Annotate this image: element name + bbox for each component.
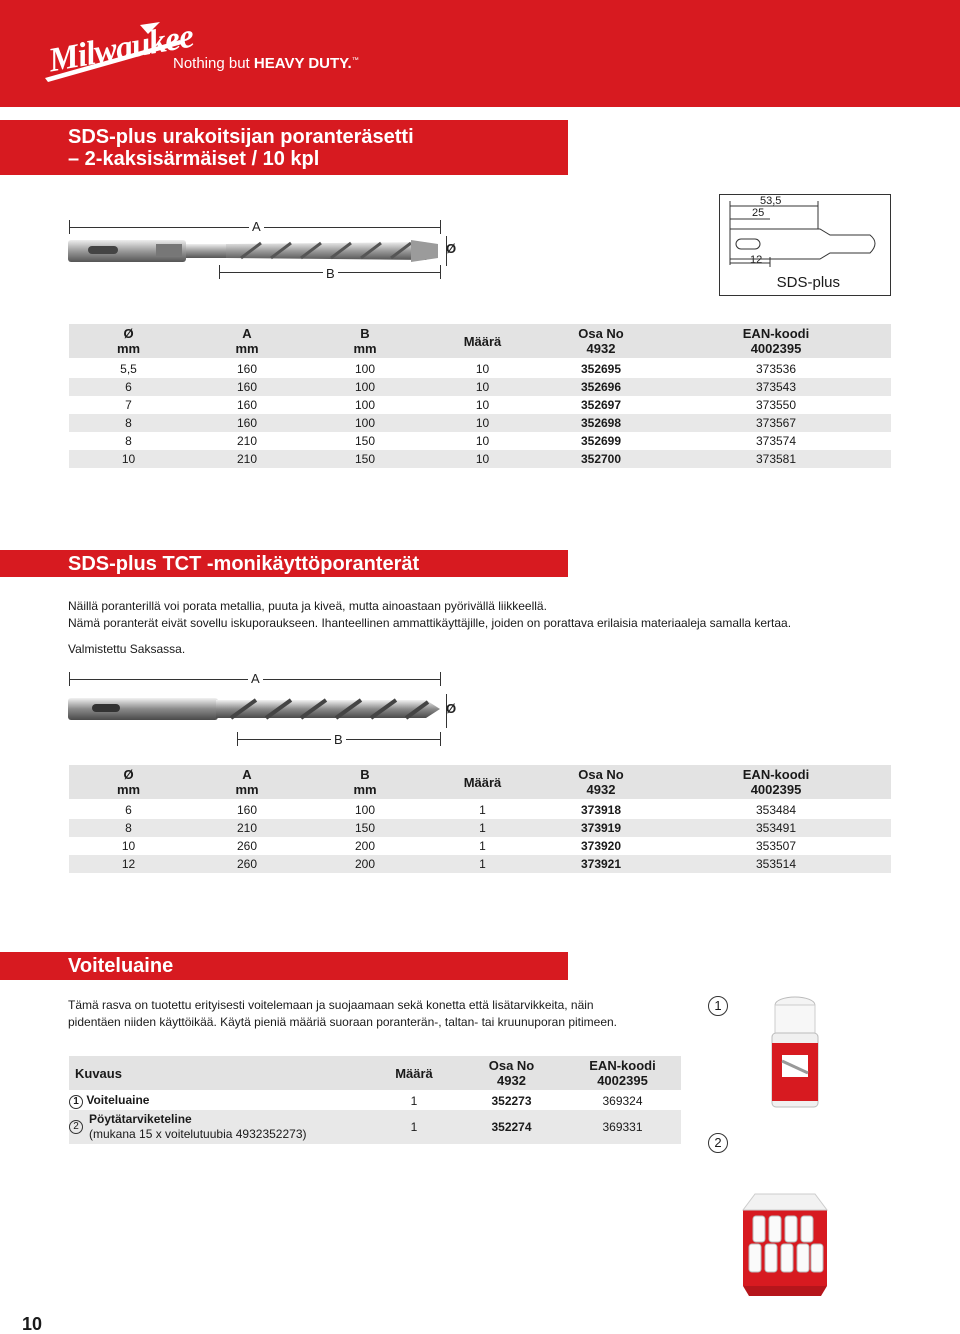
sds-shank-diagram xyxy=(719,194,891,296)
image-number-2: 2 xyxy=(708,1133,728,1153)
dim-tick xyxy=(440,265,441,279)
dim-tick xyxy=(440,732,441,746)
tagline-bold: HEAVY DUTY. xyxy=(253,55,352,72)
table-row: 6 160 100 10 352696 373543 xyxy=(69,378,891,396)
shank-label: SDS-plus xyxy=(776,274,840,291)
table-row: 6 160 100 1 373918 353484 xyxy=(125,803,797,817)
shank-dim-3: 12 xyxy=(750,254,763,266)
image-number-1: 1 xyxy=(708,996,728,1016)
dim-tick xyxy=(69,220,70,234)
dim-label-dia: Ø xyxy=(446,701,457,716)
col-header: EAN-koodi 4002395 xyxy=(661,765,891,799)
table-row: 1 Voiteluaine 1 352273 369324 xyxy=(69,1092,681,1110)
shank-dim-2: 25 xyxy=(752,207,765,219)
col-header: A mm xyxy=(188,324,306,358)
col-header: A mm xyxy=(188,765,306,799)
col-header: EAN-koodi 4002395 xyxy=(564,1056,681,1090)
col-header: B mm xyxy=(306,765,424,799)
dim-tick xyxy=(69,672,70,686)
dim-tick xyxy=(237,732,238,746)
display-stand-image xyxy=(735,1190,835,1300)
page-number: 10 xyxy=(22,1314,43,1334)
col-header: Määrä xyxy=(369,1056,459,1090)
paragraph: Valmistettu Saksassa. xyxy=(68,642,186,656)
section2-description xyxy=(68,598,868,658)
spec-table-3 xyxy=(69,1056,681,1144)
number-badge: 1 xyxy=(69,1095,83,1109)
section1-title-line1: SDS-plus urakoitsijan poranteräsetti xyxy=(68,126,414,148)
table-row: 5,5 160 100 10 352695 373536 xyxy=(120,362,797,376)
tagline: Nothing but HEAVY DUTY.™ xyxy=(173,55,359,72)
table-row: 7 160 100 10 352697 373550 xyxy=(125,398,797,412)
col-header: Määrä xyxy=(424,765,541,799)
dim-label-a: A xyxy=(249,219,264,234)
col-header: Ø mm xyxy=(69,324,188,358)
spec-table-1 xyxy=(69,324,891,468)
dim-label-a: A xyxy=(248,671,263,686)
col-header: Osa No 4932 xyxy=(541,765,661,799)
section-title-2: SDS-plus TCT -monikäyttöporanterät xyxy=(0,550,568,577)
dim-label-b: B xyxy=(331,732,346,747)
table-row: 2 Pöytätarviketeline (mukana 15 x voitelutuubia 4932352273) 1 352274 369331 xyxy=(69,1110,681,1144)
table-header xyxy=(69,324,891,358)
section1-title-line2: – 2-kaksisärmäiset / 10 kpl xyxy=(68,148,320,170)
dim-tick xyxy=(440,220,441,234)
section3-description: Tämä rasva on tuotettu erityisesti voitelemaan ja suojaamaan sekä konetta että lisätarvikkeita, näin pidentäen niiden käyttöikää. Käytä pieniä määriä suoraan poranterän-, taltan- tai kruunuporan pitimeen. xyxy=(68,998,618,1029)
drill-bit-image xyxy=(66,234,448,270)
dim-label-b: B xyxy=(323,266,338,281)
paragraph: Näillä poranterillä voi porata metallia, puuta ja kiveä, mutta ainoastaan pyörivällä liikkeellä. xyxy=(68,599,547,613)
logo-wordmark: Milwaukee xyxy=(45,17,196,80)
table-row: 8 210 150 10 352699 373574 xyxy=(125,434,797,448)
table-row: 10 210 150 10 352700 373581 xyxy=(69,450,891,468)
tagline-prefix: Nothing but xyxy=(173,55,254,72)
col-header: Kuvaus xyxy=(69,1056,369,1090)
number-badge: 2 xyxy=(69,1120,83,1134)
section-title-1 xyxy=(0,120,568,175)
table-row: 8 160 100 10 352698 373567 xyxy=(69,414,891,432)
table-header xyxy=(69,765,891,799)
table-row: 10 260 200 1 373920 353507 xyxy=(121,839,797,853)
tct-drill-bit-image xyxy=(66,692,448,728)
section-title-3: Voiteluaine xyxy=(0,952,568,980)
table-row: 12 260 200 1 373921 353514 xyxy=(69,855,891,873)
grease-tube-image xyxy=(760,995,830,1113)
col-header: Määrä xyxy=(424,324,541,358)
shank-dim-1: 53,5 xyxy=(760,195,782,207)
spec-table-2 xyxy=(69,765,891,873)
table-row: 8 210 150 1 373919 353491 xyxy=(69,819,891,837)
dim-tick xyxy=(219,265,220,279)
col-header: Osa No 4932 xyxy=(459,1056,564,1090)
col-header: B mm xyxy=(306,324,424,358)
dim-tick xyxy=(440,672,441,686)
dim-label-dia: Ø xyxy=(446,241,457,256)
brand-header xyxy=(0,0,960,107)
col-header: Ø mm xyxy=(69,765,188,799)
col-header: EAN-koodi 4002395 xyxy=(661,324,891,358)
table-header xyxy=(69,1056,681,1090)
col-header: Osa No 4932 xyxy=(541,324,661,358)
paragraph: Nämä poranterät eivät sovellu iskuporaukseen. Ihanteellinen ammattikäyttäjille, joiden on porattava erilaisia materiaaleja samalla kertaa. xyxy=(68,616,792,630)
